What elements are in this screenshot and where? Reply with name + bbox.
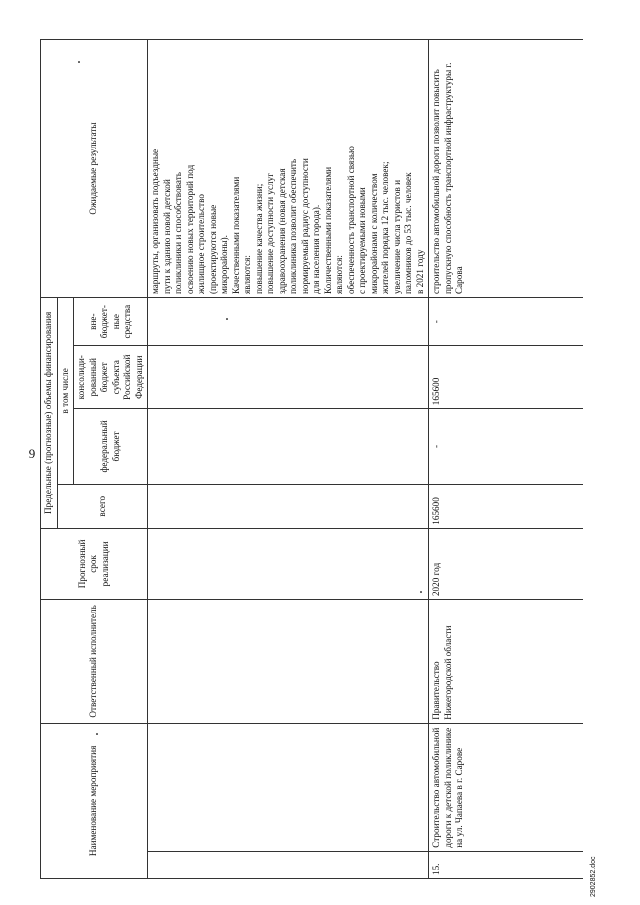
header-executor: Ответственный исполнитель — [41, 600, 148, 724]
row-federal: - — [429, 409, 584, 485]
continued-result-line: пути к зданию новой детской — [161, 179, 172, 295]
continued-result-line: жителей порядка 12 тыс. человек; — [380, 161, 390, 295]
cell-empty — [148, 723, 429, 851]
continued-result-line: повышение качества жизни; — [253, 183, 264, 295]
document-code: 2902852.doc — [590, 856, 597, 897]
cell-empty — [148, 851, 429, 878]
continued-result-line: являются: — [334, 255, 344, 295]
continued-result-line: паломников до 53 тыс. человек — [403, 172, 413, 295]
continued-result-line: в 2021 году — [414, 249, 425, 295]
scan-speck — [226, 319, 228, 321]
scan-speck — [78, 62, 80, 64]
row-total: 165600 — [429, 484, 584, 528]
continued-result-line: жилищное строительство — [196, 194, 206, 295]
cell-empty — [148, 528, 429, 599]
continued-result-line: здравоохранения (новая детская — [276, 168, 287, 295]
cell-empty — [148, 298, 429, 346]
funding-table — [40, 39, 583, 879]
header-extrabudget: вне-бюджет-ные средства — [74, 298, 148, 346]
cell-empty — [148, 484, 429, 528]
header-federal: федеральный бюджет — [74, 409, 148, 485]
header-in-that-number: в том числе — [57, 298, 74, 485]
header-consolidated: консолиди-рованный бюджет субъекта Российской Федерации — [74, 346, 148, 409]
continued-result-line: повышение доступности услуг — [265, 173, 275, 295]
continued-result-line: Качественными показателями — [230, 176, 241, 295]
continued-result-line: освоению новых территорий под — [184, 164, 195, 295]
header-results: Ожидаемые результаты — [41, 40, 148, 298]
continued-result-line: маршруты, организовать подъездные — [150, 148, 160, 295]
continued-result-line: (проектируются новые — [207, 204, 218, 295]
continued-results-cell — [148, 40, 429, 298]
continued-result-line: для населения города). — [311, 204, 321, 295]
continued-results-text — [150, 43, 426, 294]
continued-result-line: микрорайоны). — [219, 235, 229, 295]
continued-result-line: увеличение числа туристов и — [391, 179, 402, 295]
cell-empty — [148, 600, 429, 724]
row-name: Строительство автомобильной дороги к детской поликлинике на ул. Чапаева в г. Сарове — [429, 723, 584, 851]
row-result: строительство автомобильной дороги позволит повысить пропускную способность транспортной инфраструктуры г. Сарова — [429, 40, 584, 298]
continued-result-line: Количественными показателями — [322, 166, 333, 295]
header-name: Наименование мероприятия — [41, 723, 148, 878]
page-number: 9 — [28, 445, 36, 461]
continued-result-line: микрорайонами с количеством — [368, 173, 379, 295]
table-row — [429, 40, 584, 879]
continued-result-line: поликлиника позволит обеспечить — [288, 158, 298, 295]
continued-result-line: являются: — [242, 255, 252, 295]
header-term: Прогнозный срок реализации — [41, 528, 148, 599]
table-header-row-1 — [41, 40, 58, 879]
header-total: всего — [57, 484, 148, 528]
continued-result-line: обеспеченность транспортной связью — [345, 146, 356, 295]
row-number: 15. — [429, 851, 584, 878]
cell-empty — [148, 409, 429, 485]
scan-speck — [420, 592, 422, 594]
continued-result-line: поликлиники и способствовать — [173, 172, 183, 295]
header-funding: Предельные (прогнозные) объемы финансирования — [41, 298, 58, 529]
continued-result-line: с проектируемыми новыми — [357, 187, 367, 295]
scan-speck — [96, 734, 98, 736]
cell-empty — [148, 346, 429, 409]
continued-result-line: нормируемый радиус доступности — [299, 158, 310, 295]
row-executor: Правительство Нижегородской области — [429, 600, 584, 724]
row-term: 2020 год — [429, 528, 584, 599]
row-consolidated: 165600 — [429, 346, 584, 409]
table-row-continued — [148, 40, 429, 879]
row-extrabudget: - — [429, 298, 584, 346]
